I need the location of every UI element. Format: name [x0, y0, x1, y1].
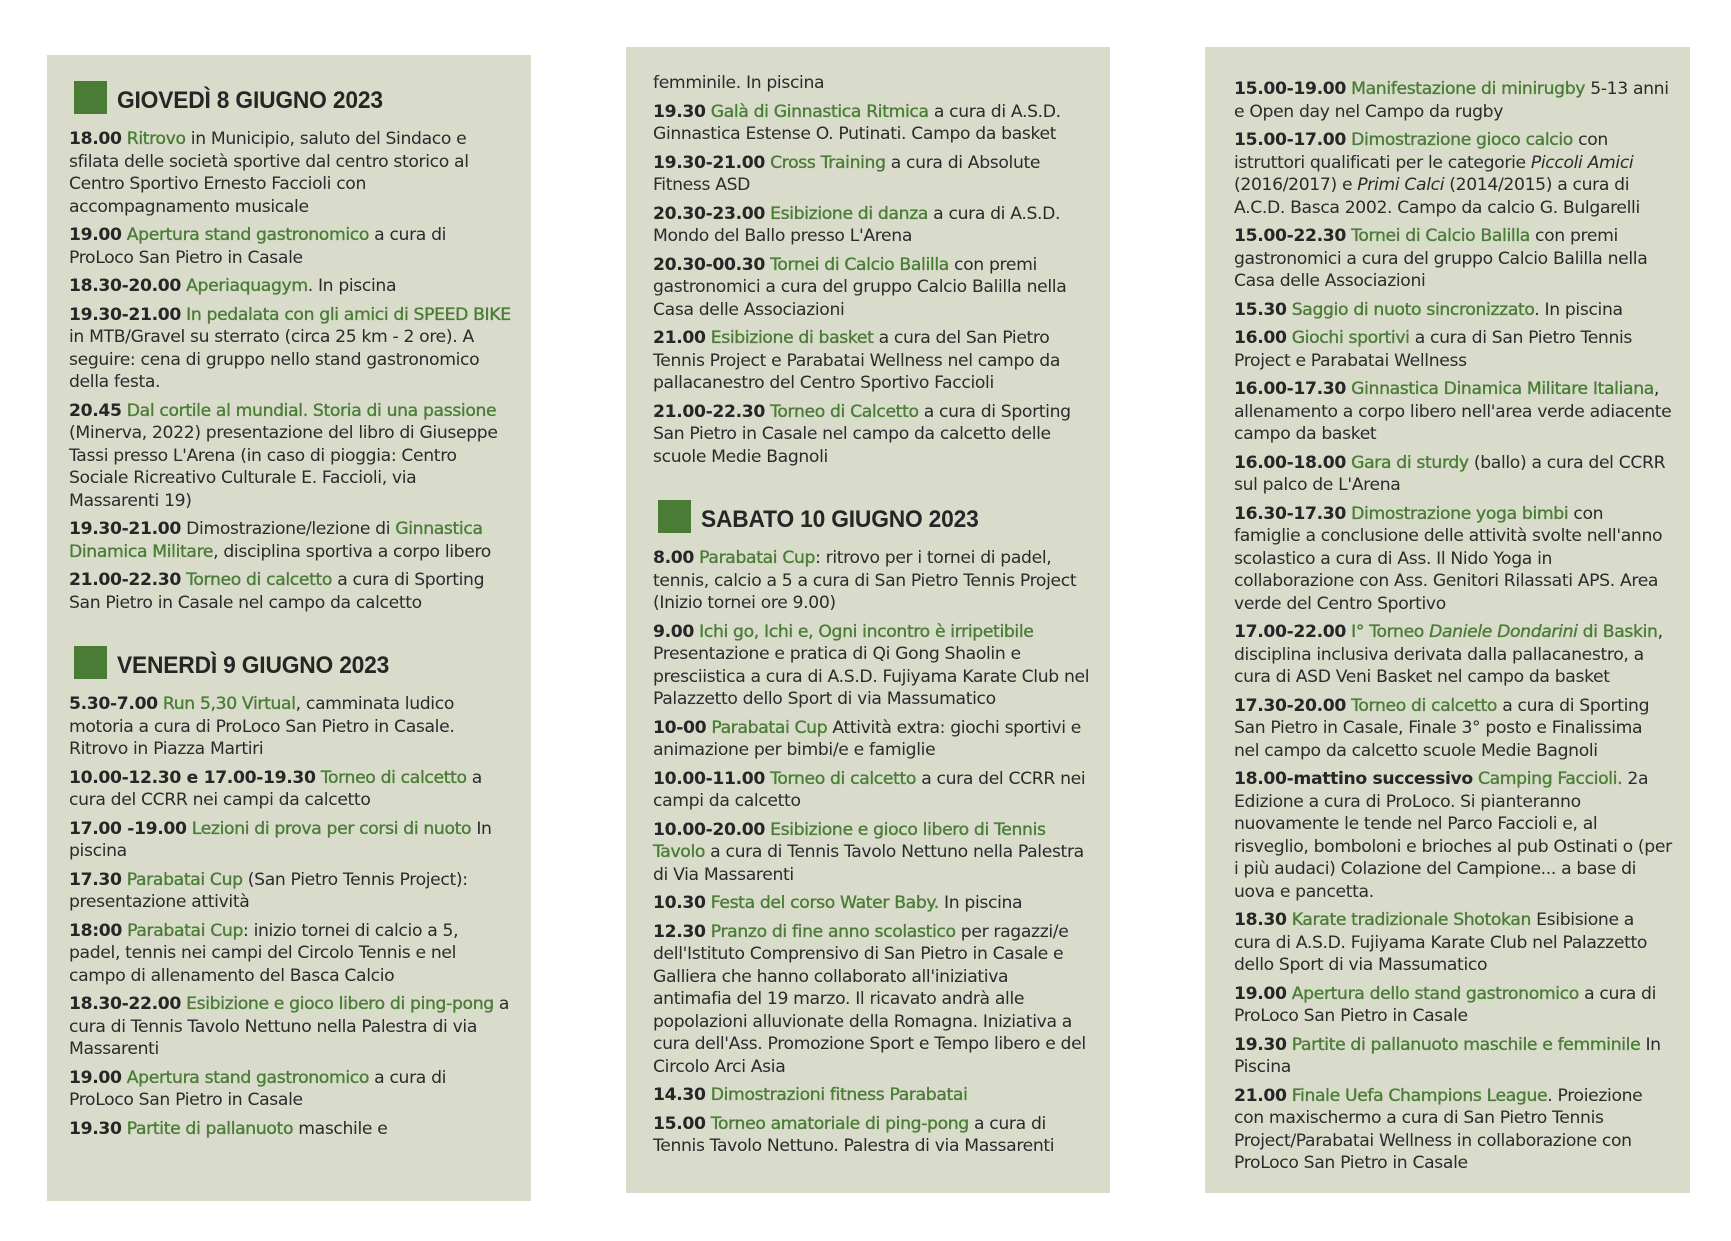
event-item — [653, 921, 1090, 1079]
event-title: Ginnastica Dinamica Militare — [69, 519, 483, 562]
event-description: , camminata ludico motoria a cura di ProLoco San Pietro in Casale. Ritrovo in Piazza Martiri — [69, 694, 455, 759]
event-title: Aperiaquagym — [186, 276, 308, 296]
event-item — [69, 767, 511, 812]
event-title: Esibizione e gioco libero di Tennis Tavolo — [653, 819, 1046, 862]
event-title: Cross Training — [770, 152, 886, 173]
event-title-part: Daniele Dondarini — [1429, 622, 1578, 642]
event-description-part: Piccoli Amici — [1530, 152, 1634, 173]
event-description: a cura di ProLoco San Pietro in Casale — [1234, 983, 1657, 1026]
event-item — [653, 327, 1090, 395]
event-title: Apertura stand gastronomico — [126, 1067, 370, 1088]
event-description-part: (2014/2015) a cura di A.C.D. Basca 2002. Campo da calcio G. Bulgarelli — [1234, 175, 1640, 218]
event-time: 18.00-mattino successivo — [1234, 769, 1473, 789]
event-description: a cura di A.S.D. Ginnastica Estense O. Putinati. Campo da basket — [653, 101, 1061, 144]
event-time: 10-00 — [653, 717, 707, 738]
event-title — [1351, 622, 1657, 642]
event-title: Run 5,30 Virtual — [162, 694, 296, 714]
event-item — [1234, 378, 1672, 446]
event-item — [1234, 621, 1672, 689]
event-title: Dimostrazioni fitness Parabatai — [710, 1085, 968, 1105]
event-description: Esibisione a cura di A.S.D. Fujiyama Karate Club nel Palazzetto dello Sport di via Massumatico — [1234, 910, 1648, 975]
event-time: 21.00 — [653, 328, 706, 348]
event-description-part: con istruttori qualificati per le categorie — [1234, 130, 1608, 173]
event-item — [69, 1067, 511, 1112]
event-title: Festa del corso Water Baby. — [710, 893, 939, 913]
event-description: in MTB/Gravel su sterrato (circa 25 km - 2 ore). A seguire: cena di gruppo nello stand gastronomico della festa. — [69, 327, 480, 392]
event-title: Apertura stand gastronomico — [126, 225, 370, 245]
event-description: a cura di San Pietro Tennis Project e Parabatai Wellness — [1234, 328, 1633, 371]
event-description: a cura del San Pietro Tennis Project e Parabatai Wellness nel campo da pallacanestro del Centro Sportivo Faccioli — [653, 328, 1061, 393]
event-item — [1234, 129, 1672, 219]
event-title: Parabatai Cup — [699, 548, 816, 568]
event-item — [653, 1084, 1090, 1107]
event-title-part: I° Torneo — [1351, 622, 1430, 642]
event-time: 21.00-22.30 — [653, 401, 766, 422]
event-time: 16.00-18.00 — [1234, 452, 1347, 473]
event-title: Ginnastica Dinamica Militare Italiana — [1351, 379, 1654, 399]
event-title: Esibizione di basket — [710, 328, 874, 348]
event-time: 18.30-20.00 — [69, 276, 182, 296]
event-item — [653, 254, 1090, 322]
event-title: Partite di pallanuoto — [126, 1118, 294, 1139]
event-item — [1234, 909, 1672, 977]
event-time: 15.00-19.00 — [1234, 79, 1347, 99]
event-title: Lezioni di prova per corsi di nuoto — [191, 818, 472, 839]
event-title: Dimostrazione yoga bimbi — [1351, 503, 1569, 524]
event-description: (Minerva, 2022) presentazione del libro di Giuseppe Tassi presso L'Arena (in caso di pioggia: Centro Sociale Ricreativo Culturale E. Faccioli, via Massarenti 19) — [69, 423, 498, 511]
green-square-icon — [74, 646, 107, 679]
event-title: Torneo di calcetto — [320, 767, 467, 788]
event-time: 19.30-21.00 — [653, 152, 766, 173]
event-time: 19.30-21.00 — [69, 519, 182, 539]
event-time: 19.00 — [69, 1067, 122, 1088]
event-title: Manifestazione di minirugby — [1351, 79, 1586, 99]
event-item — [1234, 695, 1672, 763]
event-title: Pranzo di fine anno scolastico — [710, 921, 956, 942]
event-description: a cura di Tennis Tavolo Nettuno nella Palestra di Via Massarenti — [653, 842, 1084, 885]
event-item — [653, 819, 1090, 887]
event-item — [69, 569, 511, 614]
event-description: per ragazzi/e dell'Istituto Comprensivo di San Pietro in Casale e Galliera che hanno collaborato all'iniziativa antimafia del 19 marzo. Il ricavato andrà alle popolazioni alluvionate della Romagna. Iniziativa a cura dell'Ass. Promozione Sport e Tempo libero e del Circolo Arci Asia — [653, 921, 1086, 1077]
event-description: (San Pietro Tennis Project): presentazione attività — [69, 869, 468, 912]
event-title: Giochi sportivi — [1291, 328, 1410, 348]
event-time: 20.30-23.00 — [653, 203, 766, 224]
event-title: Esibizione di danza — [770, 203, 929, 224]
event-item — [1234, 452, 1672, 497]
event-description: a cura di Sporting San Pietro in Casale nel campo da calcetto delle scuole Medie Bagnoli — [653, 401, 1071, 467]
event-item — [653, 1113, 1090, 1158]
event-item — [1234, 1085, 1672, 1175]
event-description: con premi gastronomici a cura del gruppo Calcio Balilla nella Casa delle Associazioni — [653, 254, 1067, 320]
event-time: 18.00 — [69, 129, 122, 149]
event-item — [69, 869, 511, 914]
event-time: 5.30-7.00 — [69, 694, 158, 714]
event-time: 15.00-17.00 — [1234, 130, 1347, 150]
event-description: : ritrovo per i tornei di padel, tennis, calcio a 5 a cura di San Pietro Tennis Project (Inizio tornei ore 9.00) — [653, 548, 1077, 613]
event-title: Galà di Ginnastica Ritmica — [710, 101, 929, 122]
event-time: 17.00-22.00 — [1234, 622, 1347, 642]
event-description: . In piscina — [1534, 299, 1623, 320]
event-time: 8.00 — [653, 548, 695, 568]
event-title: Tornei di Calcio Balilla — [1351, 226, 1530, 246]
event-description: In piscina — [938, 893, 1023, 913]
event-item — [69, 818, 511, 863]
event-description: a cura di ProLoco San Pietro in Casale — [69, 225, 447, 268]
day-header — [69, 81, 511, 114]
event-description: con premi gastronomici a cura del gruppo Calcio Balilla nella Casa delle Associazioni — [1234, 226, 1648, 291]
event-item — [69, 920, 511, 988]
event-item — [1234, 503, 1672, 616]
event-description: 5-13 anni e Open day nel Campo da rugby — [1234, 79, 1669, 122]
section-spacer — [653, 474, 1090, 500]
event-time: 19.30 — [653, 101, 706, 122]
event-title-part: di Baskin — [1577, 622, 1658, 642]
event-time: 17.00 -19.00 — [69, 818, 187, 839]
event-title: Karate tradizionale Shotokan — [1291, 910, 1532, 930]
event-time: 10.00-11.00 — [653, 768, 766, 789]
event-time: 18.30 — [1234, 910, 1287, 930]
event-item — [653, 101, 1090, 146]
event-time: 12.30 — [653, 921, 706, 942]
event-description: , allenamento a corpo libero nell'area verde adiacente campo da basket — [1234, 379, 1672, 444]
event-description: . Proiezione con maxischermo a cura di San Pietro Tennis Project/Parabatai Wellness in collaborazione con ProLoco San Pietro in Casale — [1234, 1085, 1643, 1173]
event-item — [69, 693, 511, 761]
event-title: Saggio di nuoto sincronizzato — [1291, 299, 1535, 320]
event-description: a cura di Absolute Fitness ASD — [653, 152, 1041, 195]
event-description: maschile e — [293, 1118, 388, 1139]
event-time: 15.00 — [653, 1113, 706, 1134]
event-title: Dal cortile al mundial. Storia di una passione — [126, 400, 497, 421]
event-title: Parabatai Cup — [126, 869, 243, 890]
event-title: Ritrovo — [126, 129, 186, 149]
event-title: Gara di sturdy — [1351, 452, 1469, 473]
day-title: GIOVEDÌ 8 GIUGNO 2023 — [117, 87, 383, 114]
event-time: 17.30 — [69, 869, 122, 890]
event-item — [69, 400, 511, 513]
event-time: 18:00 — [69, 920, 122, 941]
event-title: Finale Uefa Champions League — [1291, 1085, 1548, 1106]
event-time: 20.30-00.30 — [653, 254, 766, 275]
event-time: 16.00 — [1234, 328, 1287, 348]
event-item — [653, 768, 1090, 813]
event-description-part: Primi Calci — [1357, 175, 1445, 195]
event-item — [653, 621, 1090, 711]
event-description: con famiglie a conclusione delle attività svolte nell'anno scolastico a cura di Ass. Il Nido Yoga in collaborazione con Ass. Genitori Rilassati APS. Area verde del Centro Sportivo — [1234, 503, 1663, 614]
day-header — [69, 646, 511, 679]
program-column-1 — [47, 55, 531, 1201]
event-time: 19.30 — [69, 1118, 122, 1139]
event-description: Attività extra: giochi sportivi e animazione per bimbi/e e famiglie — [653, 717, 1082, 760]
green-square-icon — [658, 500, 691, 533]
event-pretext: Dimostrazione/lezione di — [186, 519, 396, 539]
event-time: 9.00 — [653, 621, 695, 642]
event-description: : inizio tornei di calcio a 5, padel, tennis nei campi del Circolo Tennis e nel campo di allenamento del Basca Calcio — [69, 920, 459, 986]
event-description: in Municipio, saluto del Sindaco e sfilata delle società sportive dal centro storico al Centro Sportivo Ernesto Faccioli con accompagnamento musicale — [69, 129, 469, 217]
event-item — [69, 224, 511, 269]
event-item — [1234, 78, 1672, 123]
event-time: 21.00-22.30 — [69, 570, 182, 590]
event-title: Torneo di calcetto — [770, 768, 917, 789]
event-title: Apertura dello stand gastronomico — [1291, 983, 1579, 1004]
event-description: In piscina — [69, 818, 492, 861]
event-description: a cura di A.S.D. Mondo del Ballo presso L'Arena — [653, 203, 1061, 246]
event-description-part: (2016/2017) e — [1234, 175, 1358, 195]
event-description: a cura di Sporting San Pietro in Casale, Finale 3° posto e Finalissima nel campo da calcetto scuole Medie Bagnoli — [1234, 695, 1650, 761]
event-description: Presentazione e pratica di Qi Gong Shaolin e presciistica a cura di A.S.D. Fujiyama Karate Club nel Palazzetto dello Sport di via Massumatico — [653, 644, 1090, 709]
event-title: Torneo amatoriale di ping-pong — [710, 1113, 969, 1134]
program-column-2 — [626, 47, 1110, 1193]
event-item — [69, 993, 511, 1061]
event-title: Torneo di calcetto — [186, 570, 333, 590]
event-title: Parabatai Cup — [127, 920, 244, 941]
event-time: 17.30-20.00 — [1234, 695, 1347, 716]
event-item — [1234, 327, 1672, 372]
event-time: 10.30 — [653, 893, 706, 913]
event-time: 16.00-17.30 — [1234, 379, 1347, 399]
event-time: 18.30-22.00 — [69, 994, 182, 1014]
day-header — [653, 500, 1090, 533]
event-item — [69, 275, 511, 298]
event-description: (ballo) a cura del CCRR sul palco de L'Arena — [1234, 452, 1666, 495]
event-item — [653, 547, 1090, 615]
event-item — [1234, 225, 1672, 293]
event-item — [653, 892, 1090, 915]
event-time: 19.30 — [1234, 1034, 1287, 1055]
day-title: VENERDÌ 9 GIUGNO 2023 — [117, 652, 390, 679]
event-title: Partite di pallanuoto maschile e femminile — [1291, 1034, 1641, 1055]
event-description: a cura di Sporting San Pietro in Casale nel campo da calcetto — [69, 570, 485, 613]
event-title: Parabatai Cup — [711, 717, 828, 738]
event-item — [69, 518, 511, 563]
event-description: a cura di Tennis Tavolo Nettuno. Palestra di via Massarenti — [653, 1113, 1055, 1156]
event-description: femminile. In piscina — [653, 73, 825, 93]
event-item — [653, 717, 1090, 762]
event-description: , disciplina sportiva a corpo libero — [213, 541, 491, 562]
section-spacer — [69, 620, 511, 646]
day-title: SABATO 10 GIUGNO 2023 — [701, 506, 979, 533]
green-square-icon — [74, 81, 107, 114]
event-item — [1234, 768, 1672, 903]
event-time: 19.00 — [69, 225, 122, 245]
event-time: 14.30 — [653, 1085, 706, 1105]
event-title: In pedalata con gli amici di SPEED BIKE — [186, 304, 511, 325]
event-title: Ichi go, Ichi e, Ogni incontro è irripetibile — [699, 621, 1034, 642]
event-item — [69, 128, 511, 218]
event-time: 21.00 — [1234, 1085, 1287, 1106]
event-item — [69, 1118, 511, 1141]
event-title: Torneo di Calcetto — [770, 401, 919, 422]
event-item — [653, 203, 1090, 248]
event-time: 10.00-20.00 — [653, 819, 766, 840]
event-description: In Piscina — [1234, 1034, 1661, 1077]
event-title: Tornei di Calcio Balilla — [770, 254, 949, 275]
event-description: a cura di ProLoco San Pietro in Casale — [69, 1067, 447, 1110]
event-title: Camping Faccioli. — [1477, 769, 1623, 789]
event-item — [1234, 299, 1672, 322]
event-item — [653, 152, 1090, 197]
event-time: 20.45 — [69, 400, 122, 421]
event-time: 19.30-21.00 — [69, 304, 182, 325]
event-title: Torneo di calcetto — [1351, 695, 1498, 716]
event-description: a cura del CCRR nei campi da calcetto — [69, 767, 482, 810]
event-time: 15.00-22.30 — [1234, 226, 1347, 246]
event-title: Esibizione e gioco libero di ping-pong — [186, 994, 494, 1014]
event-item — [1234, 1034, 1672, 1079]
event-item — [1234, 983, 1672, 1028]
event-time: 10.00-12.30 e 17.00-19.30 — [69, 767, 316, 788]
event-description: a cura del CCRR nei campi da calcetto — [653, 768, 1086, 811]
event-item — [653, 401, 1090, 469]
event-description: . In piscina — [307, 276, 397, 296]
program-column-3 — [1205, 47, 1690, 1193]
event-item — [69, 304, 511, 394]
event-title: Dimostrazione gioco calcio — [1351, 130, 1573, 150]
event-description: , disciplina inclusiva derivata dalla pallacanestro, a cura di ASD Veni Basket nel campo da basket — [1234, 622, 1663, 687]
event-item — [653, 72, 1090, 95]
event-description: a cura di Tennis Tavolo Nettuno nella Palestra di via Massarenti — [69, 994, 510, 1059]
event-time: 15.30 — [1234, 299, 1287, 320]
event-time: 19.00 — [1234, 983, 1287, 1004]
event-description: 2a Edizione a cura di ProLoco. Si pianteranno nuovamente le tende nel Parco Faccioli e, al risveglio, bomboloni e brioches al pub Ostinati o (per i più audaci) Colazione del Campione... a base di uova e pancetta. — [1234, 769, 1672, 902]
event-time: 16.30-17.30 — [1234, 503, 1347, 524]
